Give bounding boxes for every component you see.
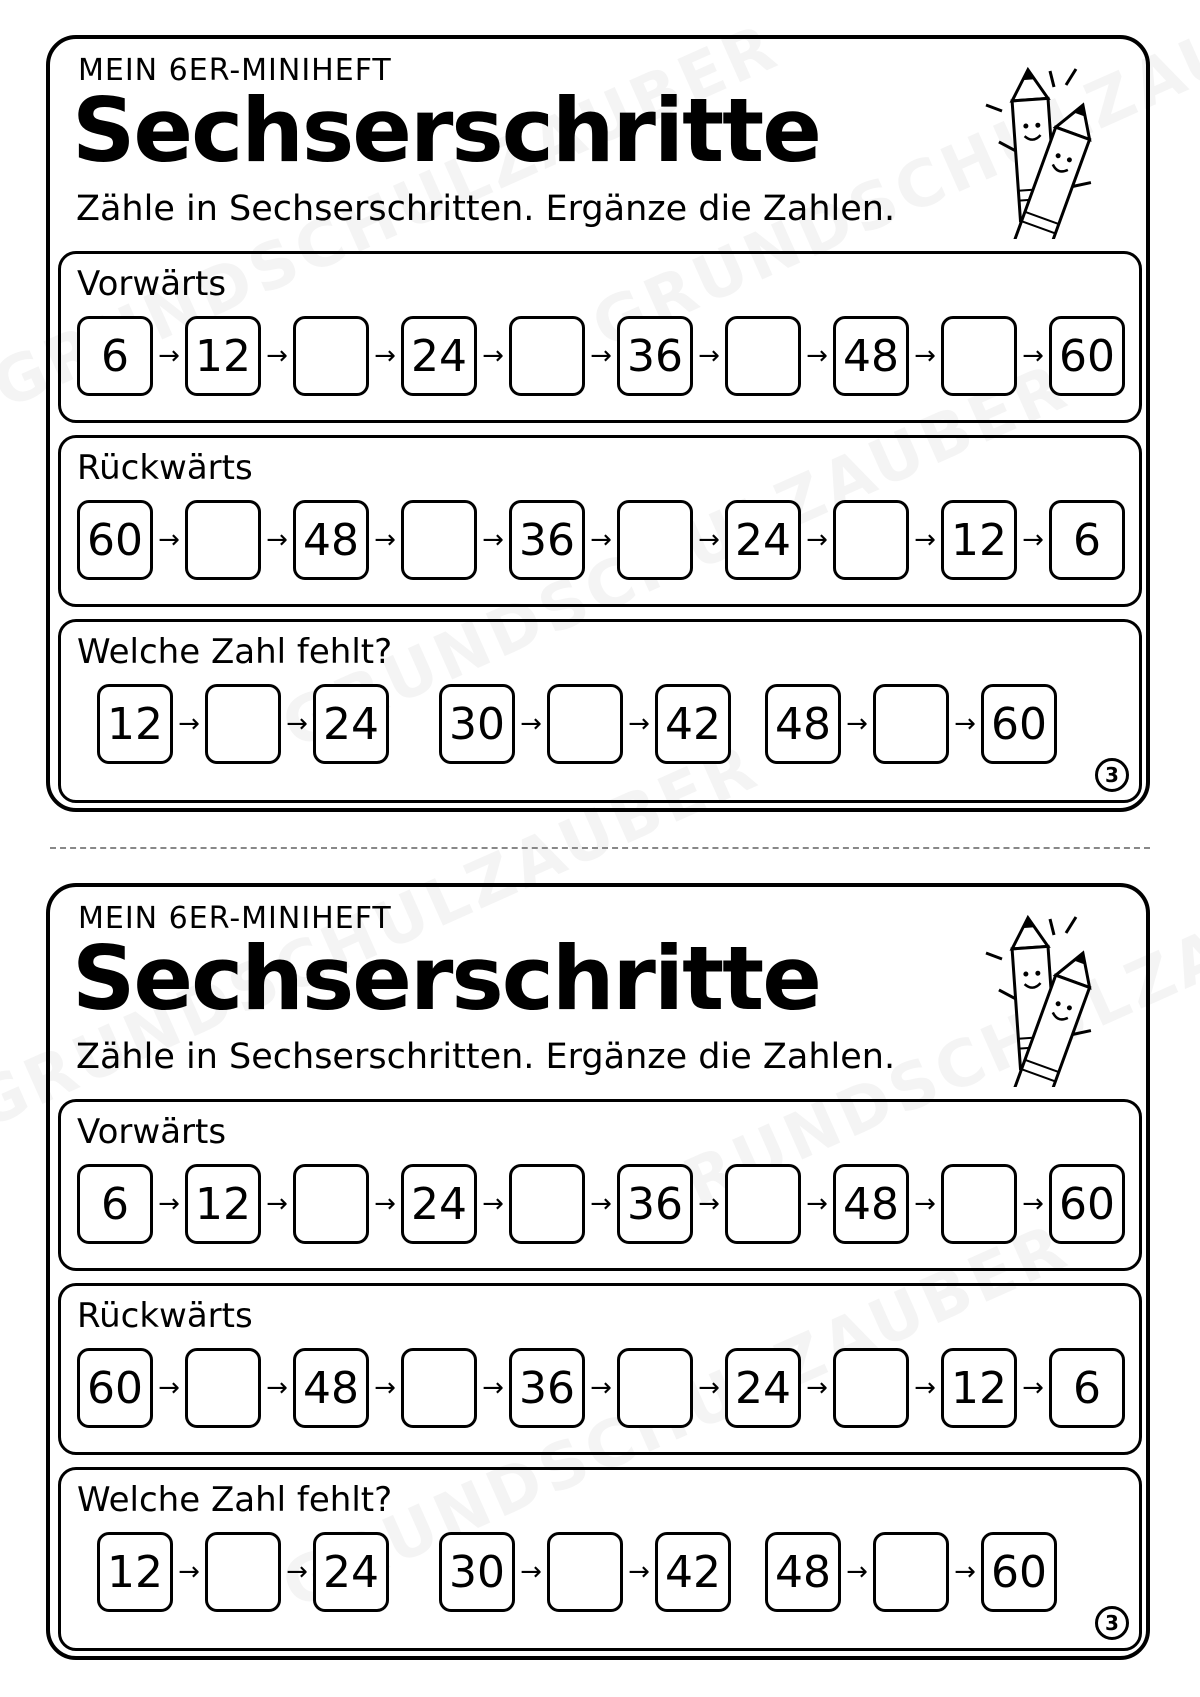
answer-box[interactable] xyxy=(873,684,949,764)
arrow-right-icon: → xyxy=(266,525,288,555)
number-box: 48 xyxy=(293,500,369,580)
number-box: 12 xyxy=(97,684,173,764)
number-sequence xyxy=(77,500,1125,580)
arrow-right-icon: → xyxy=(482,341,504,371)
answer-box[interactable] xyxy=(941,316,1017,396)
arrow-right-icon: → xyxy=(806,525,828,555)
number-box: 60 xyxy=(77,1348,153,1428)
instruction-text: Zähle in Sechserschritten. Ergänze die Zahlen. xyxy=(76,189,896,229)
number-box: 36 xyxy=(509,500,585,580)
pencils-mascot-icon xyxy=(980,59,1140,239)
backward-section xyxy=(58,1283,1142,1455)
answer-box[interactable] xyxy=(617,500,693,580)
arrow-right-icon: → xyxy=(590,1189,612,1219)
number-box: 48 xyxy=(833,1164,909,1244)
page-number: 3 xyxy=(1095,758,1129,792)
number-box: 48 xyxy=(833,316,909,396)
backward-section xyxy=(58,435,1142,607)
arrow-right-icon: → xyxy=(698,341,720,371)
arrow-right-icon: → xyxy=(520,709,542,739)
arrow-right-icon: → xyxy=(158,1189,180,1219)
answer-box[interactable] xyxy=(205,1532,281,1612)
arrow-right-icon: → xyxy=(846,709,868,739)
arrow-right-icon: → xyxy=(266,341,288,371)
number-sequence xyxy=(77,1164,1125,1244)
number-box: 6 xyxy=(77,316,153,396)
answer-box[interactable] xyxy=(833,500,909,580)
arrow-right-icon: → xyxy=(628,1557,650,1587)
section-label: Welche Zahl fehlt? xyxy=(77,1480,393,1520)
arrow-right-icon: → xyxy=(374,1373,396,1403)
answer-box[interactable] xyxy=(547,684,623,764)
answer-box[interactable] xyxy=(509,316,585,396)
number-box: 6 xyxy=(77,1164,153,1244)
number-box: 36 xyxy=(617,1164,693,1244)
number-box: 36 xyxy=(617,316,693,396)
number-box: 12 xyxy=(185,316,261,396)
number-box: 30 xyxy=(439,1532,515,1612)
answer-box[interactable] xyxy=(401,500,477,580)
arrow-right-icon: → xyxy=(1022,525,1044,555)
section-label: Vorwärts xyxy=(77,1112,227,1152)
arrow-right-icon: → xyxy=(158,1373,180,1403)
arrow-right-icon: → xyxy=(914,525,936,555)
kicker: MEIN 6ER-MINIHEFT xyxy=(78,53,392,88)
answer-box[interactable] xyxy=(725,1164,801,1244)
number-box: 48 xyxy=(293,1348,369,1428)
answer-box[interactable] xyxy=(293,1164,369,1244)
number-box: 24 xyxy=(725,1348,801,1428)
missing-group xyxy=(97,1532,389,1612)
number-box: 24 xyxy=(401,316,477,396)
number-box: 24 xyxy=(401,1164,477,1244)
arrow-right-icon: → xyxy=(914,1373,936,1403)
section-label: Rückwärts xyxy=(77,1296,253,1336)
arrow-right-icon: → xyxy=(266,1373,288,1403)
missing-group xyxy=(97,684,389,764)
arrow-right-icon: → xyxy=(846,1557,868,1587)
missing-group xyxy=(439,1532,731,1612)
arrow-right-icon: → xyxy=(178,709,200,739)
answer-box[interactable] xyxy=(509,1164,585,1244)
arrow-right-icon: → xyxy=(628,709,650,739)
number-box: 12 xyxy=(185,1164,261,1244)
cut-line xyxy=(50,847,1150,849)
missing-number-section xyxy=(58,619,1142,803)
arrow-right-icon: → xyxy=(374,525,396,555)
number-box: 6 xyxy=(1049,500,1125,580)
answer-box[interactable] xyxy=(293,316,369,396)
number-box: 12 xyxy=(941,1348,1017,1428)
arrow-right-icon: → xyxy=(158,341,180,371)
number-sequence xyxy=(77,316,1125,396)
arrow-right-icon: → xyxy=(914,1189,936,1219)
page-title: Sechserschritte xyxy=(72,927,820,1030)
answer-box[interactable] xyxy=(941,1164,1017,1244)
arrow-right-icon: → xyxy=(374,1189,396,1219)
arrow-right-icon: → xyxy=(954,709,976,739)
arrow-right-icon: → xyxy=(482,525,504,555)
missing-group xyxy=(765,1532,1057,1612)
number-box: 12 xyxy=(941,500,1017,580)
arrow-right-icon: → xyxy=(520,1557,542,1587)
forward-section xyxy=(58,1099,1142,1271)
arrow-right-icon: → xyxy=(482,1189,504,1219)
forward-section xyxy=(58,251,1142,423)
arrow-right-icon: → xyxy=(266,1189,288,1219)
arrow-right-icon: → xyxy=(286,1557,308,1587)
arrow-right-icon: → xyxy=(590,341,612,371)
section-label: Welche Zahl fehlt? xyxy=(77,632,393,672)
number-box: 42 xyxy=(655,684,731,764)
number-box: 60 xyxy=(1049,316,1125,396)
number-box: 60 xyxy=(77,500,153,580)
arrow-right-icon: → xyxy=(806,1373,828,1403)
number-box: 24 xyxy=(313,1532,389,1612)
number-box: 6 xyxy=(1049,1348,1125,1428)
arrow-right-icon: → xyxy=(1022,341,1044,371)
number-box: 60 xyxy=(981,1532,1057,1612)
missing-group xyxy=(439,684,731,764)
section-label: Vorwärts xyxy=(77,264,227,304)
minibook-card xyxy=(46,883,1150,1660)
pencils-mascot-icon xyxy=(980,907,1140,1087)
number-box: 48 xyxy=(765,1532,841,1612)
arrow-right-icon: → xyxy=(806,341,828,371)
section-label: Rückwärts xyxy=(77,448,253,488)
number-box: 36 xyxy=(509,1348,585,1428)
instruction-text: Zähle in Sechserschritten. Ergänze die Zahlen. xyxy=(76,1037,896,1077)
answer-box[interactable] xyxy=(547,1532,623,1612)
answer-box[interactable] xyxy=(401,1348,477,1428)
arrow-right-icon: → xyxy=(698,525,720,555)
arrow-right-icon: → xyxy=(178,1557,200,1587)
arrow-right-icon: → xyxy=(158,525,180,555)
number-box: 48 xyxy=(765,684,841,764)
kicker: MEIN 6ER-MINIHEFT xyxy=(78,901,392,936)
number-box: 60 xyxy=(1049,1164,1125,1244)
number-box: 12 xyxy=(97,1532,173,1612)
arrow-right-icon: → xyxy=(698,1189,720,1219)
answer-box[interactable] xyxy=(725,316,801,396)
minibook-card xyxy=(46,35,1150,812)
arrow-right-icon: → xyxy=(954,1557,976,1587)
page-number: 3 xyxy=(1095,1606,1129,1640)
answer-box[interactable] xyxy=(833,1348,909,1428)
number-box: 24 xyxy=(313,684,389,764)
arrow-right-icon: → xyxy=(698,1373,720,1403)
arrow-right-icon: → xyxy=(374,341,396,371)
page-title: Sechserschritte xyxy=(72,79,820,182)
arrow-right-icon: → xyxy=(286,709,308,739)
answer-box[interactable] xyxy=(873,1532,949,1612)
answer-box[interactable] xyxy=(185,500,261,580)
number-box: 24 xyxy=(725,500,801,580)
arrow-right-icon: → xyxy=(914,341,936,371)
arrow-right-icon: → xyxy=(590,525,612,555)
number-box: 60 xyxy=(981,684,1057,764)
arrow-right-icon: → xyxy=(806,1189,828,1219)
missing-number-section xyxy=(58,1467,1142,1651)
answer-box[interactable] xyxy=(185,1348,261,1428)
arrow-right-icon: → xyxy=(1022,1189,1044,1219)
number-box: 30 xyxy=(439,684,515,764)
answer-box[interactable] xyxy=(617,1348,693,1428)
arrow-right-icon: → xyxy=(482,1373,504,1403)
number-sequence xyxy=(77,1348,1125,1428)
answer-box[interactable] xyxy=(205,684,281,764)
arrow-right-icon: → xyxy=(590,1373,612,1403)
arrow-right-icon: → xyxy=(1022,1373,1044,1403)
number-box: 42 xyxy=(655,1532,731,1612)
missing-group xyxy=(765,684,1057,764)
